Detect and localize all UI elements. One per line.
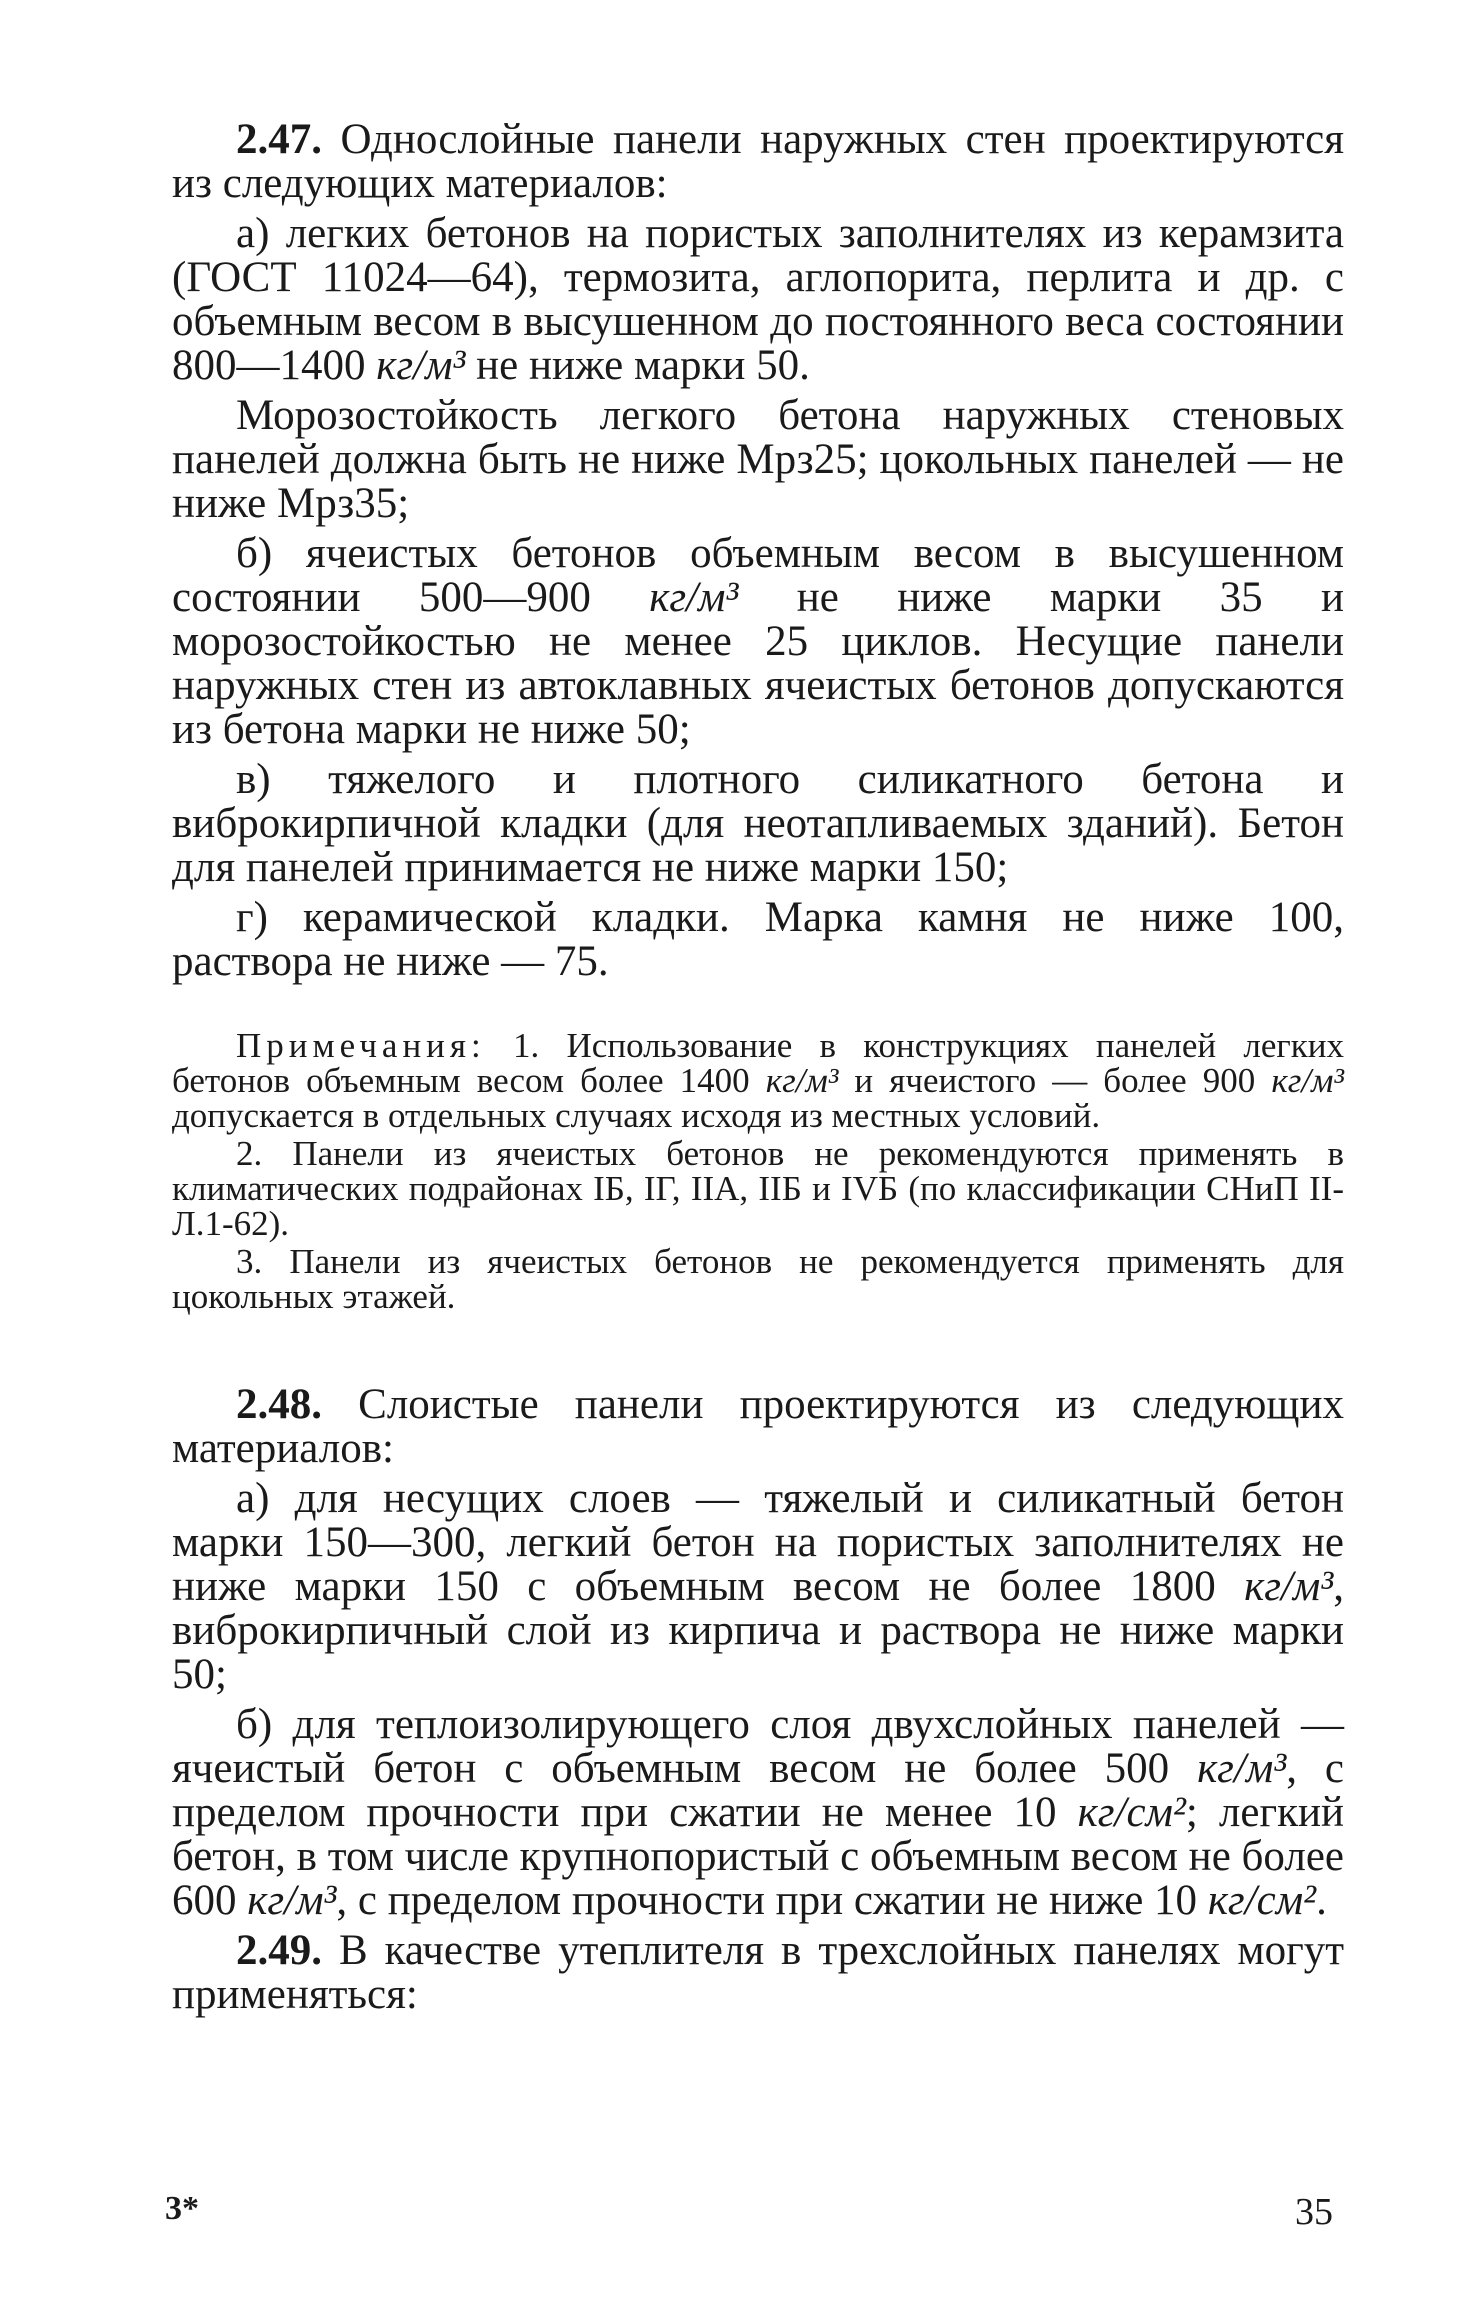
section-number: 2.48. [236,1381,322,1428]
note-3: 3. Панели из ячеистых бетонов не рекомендуется применять для цокольных этажей. [172,1242,1344,1316]
item-a-248: а) для несущих слоев — тяжелый и силикатный бетон марки 150—300, легкий бетон на пористых заполнителях не ниже марки 150 с объемным весом не более 1800 кг/м³, виброкирпичный слой из кирпича и раствора не ниже марки 50; [172,1475,1344,1698]
section-2-47 [172,118,1344,984]
item-b: б) ячеистых бетонов объемным весом в высушенном состоянии 500—900 кг/м³ не ниже марки 35 и морозостойкостью не менее 25 циклов. Несущие панели наружных стен из автоклавных ячеистых бетонов допускаются из бетона марки не ниже 50; [172,530,1344,753]
item-a: а) легких бетонов на пористых заполнителях из керамзита (ГОСТ 11024—64), термозита, аглопорита, перлита и др. с объемным весом в высушенном до постоянного веса состоянии 800—1400 кг/м³ не ниже марки 50. [172,210,1344,389]
notes-label: Примечания: [236,1026,486,1065]
note-2: 2. Панели из ячеистых бетонов не рекомендуются применять в климатических подрайонах IБ, IГ, IIА, IIБ и IVБ (по классификации СНиП II-Л.1-62). [172,1134,1344,1243]
item-b-248: б) для теплоизолирующего слоя двухслойных панелей — ячеистый бетон с объемным весом не более 500 кг/м³, с пределом прочности при сжатии не менее 10 кг/см²; легкий бетон, в том числе крупнопористый с объемным весом не более 600 кг/м³, с пределом прочности при сжатии не ниже 10 кг/см². [172,1701,1344,1924]
paragraph-2-47-intro: 2.47. Однослойные панели наружных стен проектируются из следующих материалов: [172,116,1345,207]
note-1: Примечания: 1. Использование в конструкциях панелей легких бетонов объемным весом более 1400 кг/м³ и ячеистого — более 900 кг/м³ допускается в отдельных случаях исходя из местных условий. [172,1026,1344,1135]
frost-paragraph: Морозостойкость легкого бетона наружных стеновых панелей должна быть не ниже Мрз25; цокольных панелей — не ниже Мрз35; [172,392,1344,527]
paragraph-2-48-intro: 2.48. Слоистые панели проектируются из следующих материалов: [172,1381,1345,1472]
paragraph-2-49: 2.49. В качестве утеплителя в трехслойных панелях могут применяться: [172,1927,1344,2018]
page-body [172,118,1344,2017]
signature-mark: 3* [165,2190,199,2227]
item-g: г) керамической кладки. Марка камня не ниже 100, раствора не ниже — 75. [172,894,1344,985]
notes-block [172,1028,1344,1314]
page-number: 35 [1295,2191,1333,2233]
section-2-48 [172,1383,1344,2017]
section-number: 2.49. [236,1927,322,1974]
item-v: в) тяжелого и плотного силикатного бетона и виброкирпичной кладки (для неотапливаемых зданий). Бетон для панелей принимается не ниже марки 150; [172,756,1344,891]
section-number: 2.47. [236,116,322,163]
